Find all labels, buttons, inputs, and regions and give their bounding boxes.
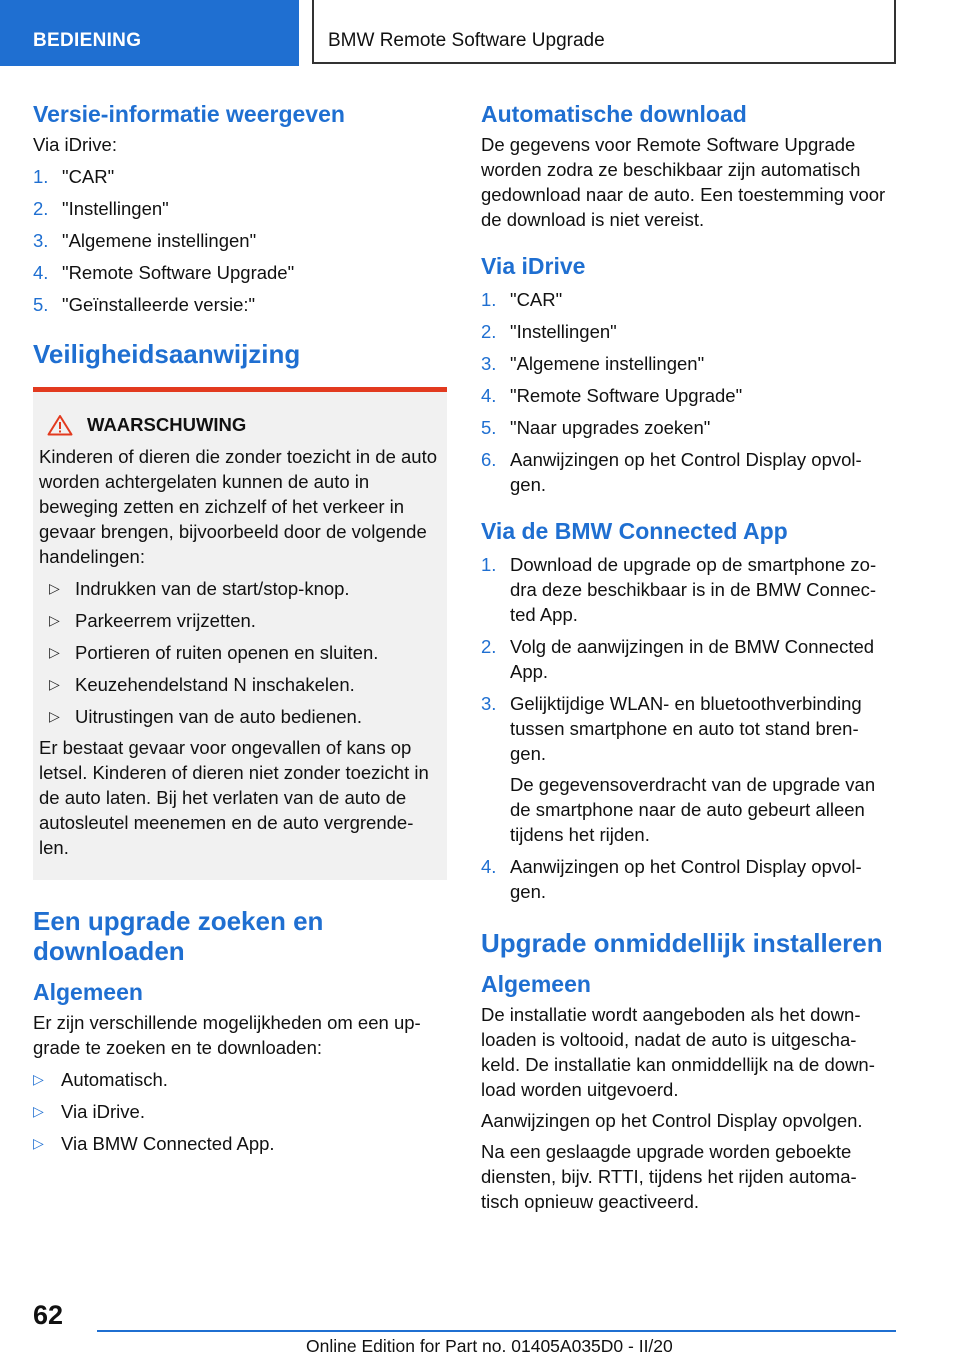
list-item: 4. "Remote Software Upgrade" <box>481 385 743 406</box>
install-text-1: De installatie wordt aangeboden als het down- loaden is voltooid, nadat de auto is uitgescha- keld. De installatie kan onmiddellijk na de down- load worden uitgevoerd. <box>481 1004 875 1100</box>
safety-heading: Veiligheidsaanwijzing <box>33 339 301 369</box>
list-item: 1. "CAR" <box>33 166 115 187</box>
install-text-3: Na een geslaagde upgrade worden geboekte diensten, bijv. RTTI, tijdens het rijden automa- tisch opnieuw geactiveerd. <box>481 1141 857 1212</box>
list-item: ▷ Via BMW Connected App. <box>33 1133 275 1154</box>
section-label: BEDIENING <box>0 0 299 66</box>
warning-bullets <box>39 576 439 729</box>
triangle-bullet-icon: ▷ <box>49 676 60 692</box>
list-item: 6. Aanwijzingen op het Control Display opvol- gen. <box>481 449 862 495</box>
via-idrive-heading: Via iDrive <box>481 253 586 279</box>
search-general-heading: Algemeen <box>33 979 143 1005</box>
list-item: 3. "Algemene instellingen" <box>481 353 705 374</box>
via-app-steps <box>481 552 891 904</box>
warning-text: Kinderen of dieren die zonder toezicht in de auto worden achtergelaten kunnen de auto in beweging zetten en zichzelf of het verkeer in gevaar brengen, bijvoorbeeld door de volgende handelingen: <box>39 446 438 567</box>
list-item: 2. "Instellingen" <box>33 198 169 219</box>
list-item: 3. "Algemene instellingen" <box>33 230 257 251</box>
step-note: De gegevensoverdracht van de upgrade van de smartphone naar de auto gebeurt alleen tijdens het rijden. <box>510 774 876 845</box>
right-column <box>481 100 891 1214</box>
list-item: 4. "Remote Software Upgrade" <box>33 262 295 283</box>
list-item: 3. Gelijktijdige WLAN- en bluetoothverbinding tussen smartphone en auto tot stand bren- gen. De gegevensoverdracht van de upgrade van de smartphone naar de auto gebeurt alleen tijdens het rijden. <box>481 691 891 847</box>
list-item: ▷ Indrukken van de start/stop-knop. <box>49 578 350 599</box>
triangle-bullet-icon: ▷ <box>33 1103 44 1119</box>
warning-closing: Er bestaat gevaar voor ongevallen of kans op letsel. Kinderen of dieren niet zonder toezicht in de auto laten. Bij het verlaten van de auto de autosleutel meenemen en de auto vergrende- len. <box>39 737 429 858</box>
chapter-title: BMW Remote Software Upgrade <box>312 0 896 64</box>
page-header <box>0 0 960 66</box>
via-app-heading: Via de BMW Connected App <box>481 518 788 544</box>
list-item: ▷ Automatisch. <box>33 1069 168 1090</box>
list-item: 1. "CAR" <box>481 289 563 310</box>
search-heading: Een upgrade zoeken en downloaden <box>33 906 324 966</box>
version-info-steps <box>33 164 447 317</box>
triangle-bullet-icon: ▷ <box>49 644 60 660</box>
list-item: 2. "Instellingen" <box>481 321 617 342</box>
auto-download-heading: Automatische download <box>481 101 747 127</box>
search-general-text: Er zijn verschillende mogelijkheden om een up- grade te zoeken en te downloaden: <box>33 1012 421 1058</box>
left-column <box>33 100 447 1156</box>
version-info-heading: Versie-informatie weergeven <box>33 101 345 127</box>
warning-triangle-icon <box>47 414 73 436</box>
warning-label: WAARSCHUWING <box>87 414 247 435</box>
list-item: 5. "Geïnstalleerde versie:" <box>33 294 256 315</box>
install-heading: Upgrade onmiddellijk installeren <box>481 928 883 958</box>
list-item: 5. "Naar upgrades zoeken" <box>481 417 711 438</box>
search-bullets <box>33 1067 447 1156</box>
list-item: ▷ Keuzehendelstand N inschakelen. <box>49 674 355 695</box>
triangle-bullet-icon: ▷ <box>49 612 60 628</box>
version-info-intro: Via iDrive: <box>33 134 117 155</box>
install-text-2: Aanwijzingen op het Control Display opvolgen. <box>481 1110 863 1131</box>
footer-edition: Online Edition for Part no. 01405A035D0 - II/20 <box>306 1336 673 1356</box>
triangle-bullet-icon: ▷ <box>33 1071 44 1087</box>
page-number: 62 <box>33 1300 64 1330</box>
list-item: 2. Volg de aanwijzingen in de BMW Connected App. <box>481 636 875 682</box>
list-item: 1. Download de upgrade op de smartphone zo- dra deze beschikbaar is in de BMW Connec- ted App. <box>481 554 877 625</box>
triangle-bullet-icon: ▷ <box>33 1135 44 1151</box>
triangle-bullet-icon: ▷ <box>49 580 60 596</box>
via-idrive-steps <box>481 287 891 497</box>
list-item: ▷ Uitrustingen van de auto bedienen. <box>49 706 362 727</box>
auto-download-text: De gegevens voor Remote Software Upgrade worden zodra ze beschikbaar zijn automatisch gedownload naar de auto. Een toestemming voor de download is niet vereist. <box>481 134 886 230</box>
install-general-heading: Algemeen <box>481 971 591 997</box>
triangle-bullet-icon: ▷ <box>49 708 60 724</box>
list-item: 4. Aanwijzingen op het Control Display opvol- gen. <box>481 856 862 902</box>
list-item: ▷ Parkeerrem vrijzetten. <box>49 610 256 631</box>
footer-divider <box>97 1330 896 1332</box>
list-item: ▷ Via iDrive. <box>33 1101 145 1122</box>
list-item: ▷ Portieren of ruiten openen en sluiten. <box>49 642 379 663</box>
warning-box <box>33 387 447 880</box>
